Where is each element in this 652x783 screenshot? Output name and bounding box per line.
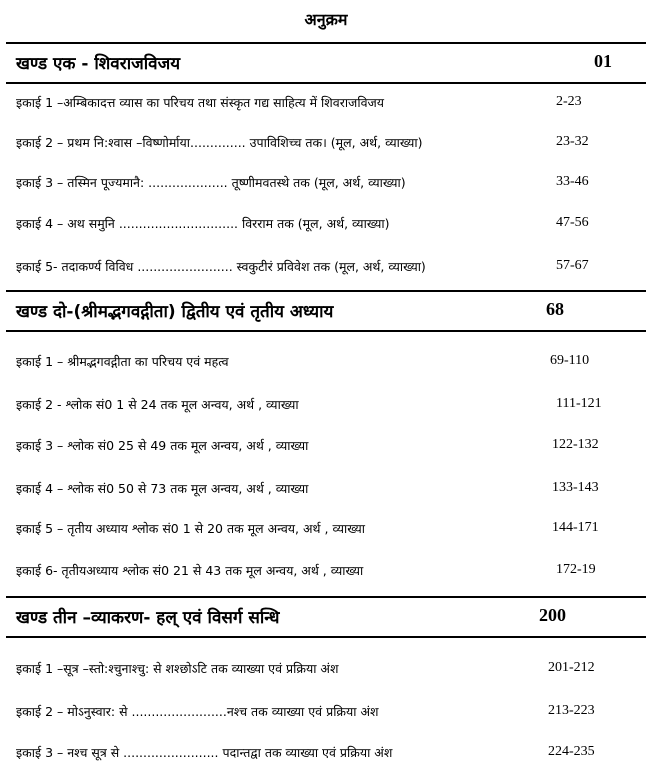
toc-entry [16,258,646,280]
toc-entry [16,174,646,196]
toc-entry [16,660,646,682]
entry-text: इकाई 3 – तस्मिन पूज्यमानै: .................... तूष्णीमवतस्थे तक (मूल, अर्थ, व्याख्या) [16,175,406,190]
entry-text: इकाई 1 – श्रीमद्भगवद्गीता का परिचय एवं महत्व [16,354,229,369]
toc-entry [16,215,646,237]
entry-text: इकाई 3 – श्लोक सं0 25 से 49 तक मूल अन्वय, अर्थ , व्याख्या [16,438,309,453]
toc-entry [16,94,646,116]
toc-entry [16,703,646,725]
entry-pages: 57-67 [556,258,589,273]
section-header-3 [6,596,646,638]
toc-entry [16,437,646,459]
entry-text: इकाई 2 – मोऽनुस्वार: से ........................नश्च तक व्याख्या एवं प्रक्रिया अंश [16,704,379,719]
section-page-number: 68 [546,299,564,319]
section-title: खण्ड तीन –व्याकरण- हल् एवं विसर्ग सन्धि [16,608,280,628]
entry-text: इकाई 6- तृतीयअध्याय श्लोक सं0 21 से 43 तक मूल अन्वय, अर्थ , व्याख्या [16,563,364,578]
toc-entry [16,520,646,542]
entry-text: इकाई 1 –अम्बिकादत्त व्यास का परिचय तथा संस्कृत गद्य साहित्य में शिवराजविजय [16,95,385,110]
entry-pages: 201-212 [548,660,595,675]
toc-entry [16,353,646,375]
entry-text: इकाई 3 – नश्च सूत्र से ........................ पदान्तद्वा तक व्याख्या एवं प्रक्रिया अंश [16,745,393,760]
entry-pages: 144-171 [552,520,599,535]
entry-text: इकाई 1 –सूत्र –स्तो:श्चुनाश्चु: से शश्छोऽटि तक व्याख्या एवं प्रक्रिया अंश [16,661,339,676]
entry-text: इकाई 4 – अथ समुनि .............................. विरराम तक (मूल, अर्थ, व्याख्या) [16,216,390,231]
section-header-1 [6,42,646,84]
entry-text: इकाई 5 – तृतीय अध्याय श्लोक सं0 1 से 20 तक मूल अन्वय, अर्थ , व्याख्या [16,521,366,536]
entry-pages: 23-32 [556,134,589,149]
entry-pages: 111-121 [556,396,602,411]
section-page-number: 01 [594,51,612,71]
toc-entry [16,480,646,502]
entry-pages: 133-143 [552,480,599,495]
entry-pages: 172-19 [556,562,596,577]
toc-entry [16,396,646,418]
entry-text: इकाई 5- तदाकर्ण्य विविध ........................ स्वकुटीरं प्रविवेश तक (मूल, अर्थ, व्याख्या) [16,259,426,274]
toc-entry [16,562,646,584]
section-title: खण्ड दो-(श्रीमद्भगवद्गीता) द्वितीय एवं तृतीय अध्याय [16,302,334,322]
section-title: खण्ड एक - शिवराजविजय [16,54,181,74]
section-page-number: 200 [539,605,566,625]
entry-pages: 2-23 [556,94,582,109]
entry-text: इकाई 2 – प्रथम नि:श्वास –विष्णोर्माया.............. उपाविशिच्च तक। (मूल, अर्थ, व्याख्या) [16,135,423,150]
entry-pages: 213-223 [548,703,595,718]
entry-text: इकाई 4 – श्लोक सं0 50 से 73 तक मूल अन्वय, अर्थ , व्याख्या [16,481,309,496]
entry-text: इकाई 2 - श्लोक सं0 1 से 24 तक मूल अन्वय, अर्थ , व्याख्या [16,397,299,412]
entry-pages: 69-110 [550,353,590,368]
page-title: अनुक्रम [304,10,348,29]
entry-pages: 47-56 [556,215,589,230]
entry-pages: 224-235 [548,744,595,759]
section-header-2 [6,290,646,332]
entry-pages: 122-132 [552,437,599,452]
toc-entry [16,134,646,156]
toc-entry [16,744,646,766]
entry-pages: 33-46 [556,174,589,189]
